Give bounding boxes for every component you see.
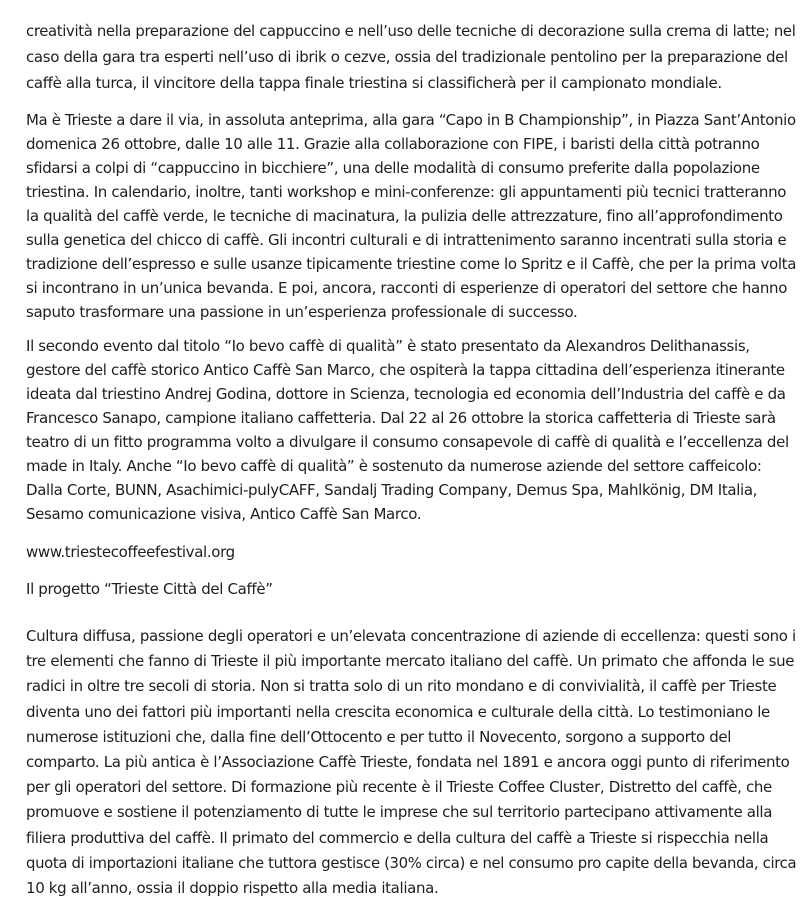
text-line: creatività nella preparazione del cappuccino e nell’uso delle tecniche di decorazione sulla crema di latte; nel bbox=[26, 22, 796, 40]
text-line: tre elementi che fanno di Trieste il più importante mercato italiano del caffè. Un primato che affonda le sue bbox=[26, 652, 795, 671]
text-line: promuove e sostiene il potenziamento di tutte le imprese che sul territorio partecipano attivamente alla bbox=[26, 803, 773, 822]
text-line: quota di importazioni italiane che tuttora gestisce (30% circa) e nel consumo pro capite della bevanda, circa bbox=[26, 853, 797, 872]
text-line: www.triestecoffeefestival.org bbox=[26, 543, 235, 561]
section-heading-progetto bbox=[26, 577, 796, 601]
text-line: Cultura diffusa, passione degli operatori e un’elevata concentrazione di aziende di eccellenza: questi sono i bbox=[26, 627, 796, 645]
text-line: saputo trasformare una passione in un’esperienza professionale di successo. bbox=[26, 303, 578, 321]
text-line: Il secondo evento dal titolo “Io bevo caffè di qualità” è stato presentato da Alexandros Delithanassis, bbox=[26, 337, 750, 355]
text-line: la qualità del caffè verde, le tecniche di macinatura, la pulizia delle attrezzature, fino all’approfondimento bbox=[26, 207, 783, 225]
text-line: Dalla Corte, BUNN, Asachimici-pulyCAFF, Sandalj Trading Company, Demus Spa, Mahlkönig, DM Italia, bbox=[26, 481, 758, 499]
paragraph-gara-finale bbox=[26, 18, 796, 96]
text-line: caffè alla turca, il vincitore della tappa finale triestina si classificherà per il campionato mondiale. bbox=[26, 74, 722, 92]
text-line: tradizione dell’espresso e sulle usanze tipicamente triestine come lo Spritz e il Caffè, che per la prima volta bbox=[26, 255, 797, 273]
text-line: si incontrano in un’unica bevanda. E poi, ancora, racconti di esperienze di operatori del settore che hanno bbox=[26, 279, 788, 297]
paragraph-cultura-diffusa bbox=[26, 624, 796, 901]
text-line: Ma è Trieste a dare il via, in assoluta anteprima, alla gara “Capo in B Championship”, in Piazza Sant’Antonio bbox=[26, 111, 796, 129]
text-line: triestina. In calendario, inoltre, tanti workshop e mini-conferenze: gli appuntamenti più tecnici tratteranno bbox=[26, 183, 787, 201]
text-line: gestore del caffè storico Antico Caffè San Marco, che ospiterà la tappa cittadina dell’esperienza itinerante bbox=[26, 361, 785, 379]
text-line: comparto. La più antica è l’Associazione Caffè Trieste, fondata nel 1891 e ancora oggi punto di riferimento bbox=[26, 753, 790, 772]
text-line: Il progetto “Trieste Città del Caffè” bbox=[26, 580, 273, 598]
text-line: made in Italy. Anche “Io bevo caffè di qualità” è sostenuto da numerose aziende del settore caffeicolo: bbox=[26, 457, 762, 475]
text-line: filiera produttiva del caffè. Il primato del commercio e della cultura del caffè a Trieste si rispecchia nella bbox=[26, 828, 769, 847]
text-line: teatro di un fitto programma volto a divulgare il consumo consapevole di caffè di qualità e l’eccellenza del bbox=[26, 433, 789, 451]
text-line: caso della gara tra esperti nell’uso di ibrik o cezve, ossia del tradizionale pentolino per la preparazione del bbox=[26, 48, 788, 66]
text-line: diventa uno dei fattori più importanti nella crescita economica e culturale della città. Lo testimoniano le bbox=[26, 702, 770, 721]
text-line: Sesamo comunicazione visiva, Antico Caffè San Marco. bbox=[26, 505, 422, 523]
text-line: domenica 26 ottobre, dalle 10 alle 11. Grazie alla collaborazione con FIPE, i baristi della città potranno bbox=[26, 135, 760, 153]
website-url bbox=[26, 540, 796, 564]
text-line: 10 kg all’anno, ossia il doppio rispetto alla media italiana. bbox=[26, 879, 439, 898]
paragraph-capo-in-b bbox=[26, 108, 796, 324]
text-line: numerose istituzioni che, dalla fine dell’Ottocento e per tutto il Novecento, sorgono a supporto del bbox=[26, 727, 732, 746]
text-line: radici in oltre tre secoli di storia. Non si tratta solo di un rito mondano e di convivialità, il caffè per Trieste bbox=[26, 677, 777, 696]
text-line: Francesco Sanapo, campione italiano caffetteria. Dal 22 al 26 ottobre la storica caffetteria di Trieste sarà bbox=[26, 409, 776, 427]
text-line: sfidarsi a colpi di “cappuccino in bicchiere”, una delle modalità di consumo preferite dalla popolazione bbox=[26, 159, 760, 177]
text-line: ideata dal triestino Andrej Godina, dottore in Scienza, tecnologia ed economia dell’Industria del caffè e da bbox=[26, 385, 786, 403]
text-line: per gli operatori del settore. Di formazione più recente è il Trieste Coffee Cluster, Distretto del caffè, che bbox=[26, 778, 772, 797]
text-line: sulla genetica del chicco di caffè. Gli incontri culturali e di intrattenimento saranno incentrati sulla storia e bbox=[26, 231, 787, 249]
paragraph-io-bevo-caffe bbox=[26, 334, 796, 526]
